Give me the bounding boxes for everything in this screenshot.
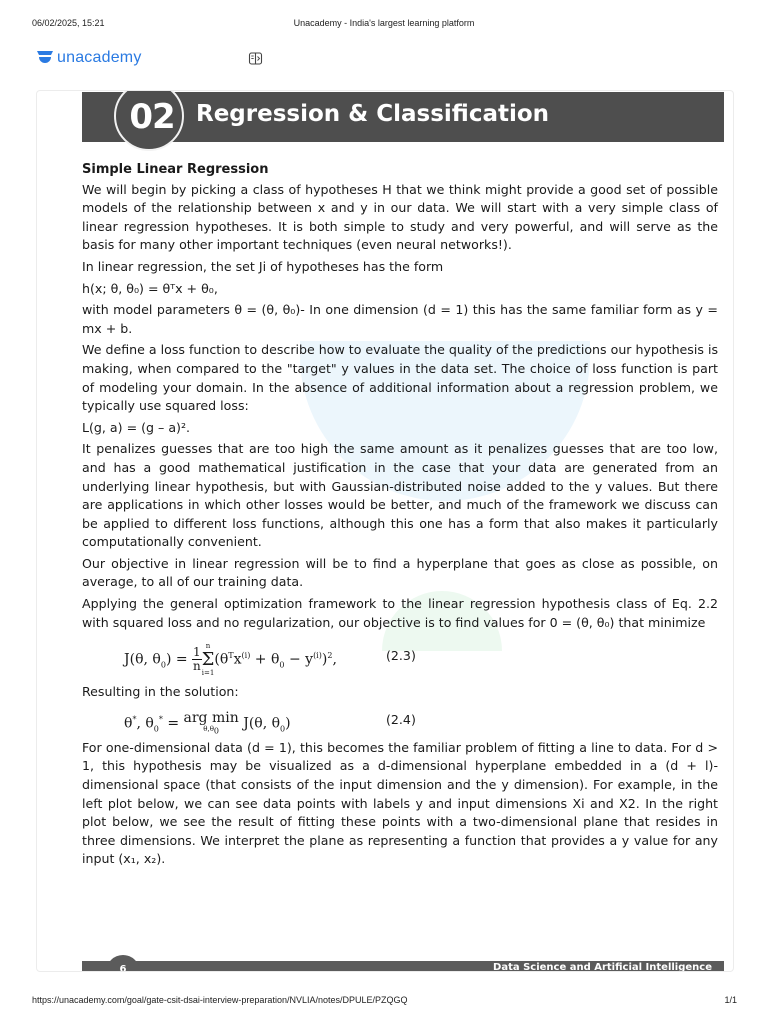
document-page — [82, 91, 724, 971]
equation-2-4 — [82, 705, 718, 739]
objective-formula: J(θ, $\theta_0$) = $\frac{1}{n}$ n Σ i=1 $(\theta^Tx^{(i)} + \theta_0 - y^{(i)})^2$, — [124, 642, 337, 678]
equation-2-3 — [82, 635, 718, 683]
solution-formula: θ*, $\theta_0^*$ = arg min $\theta,\theta_0$ J(θ, $\theta_0$) — [124, 709, 291, 736]
paragraph: Resulting in the solution: — [82, 684, 239, 700]
unacademy-logo-icon — [36, 50, 54, 66]
paragraph: with model parameters θ = (θ, θ₀)- In one dimension (d = 1) this has the same familiar form as y = mx + b. — [82, 302, 718, 336]
document-viewer[interactable] — [36, 90, 734, 972]
equation-number: (2.3) — [386, 648, 416, 664]
print-url: https://unacademy.com/goal/gate-csit-dsai-interview-preparation/NVLIA/notes/DPULE/PZQGQ — [32, 995, 408, 1005]
print-date: 06/02/2025, 15:21 — [32, 18, 105, 28]
page-content — [82, 161, 718, 872]
sidebar-toggle-icon — [248, 51, 263, 66]
print-footer — [0, 995, 768, 1007]
page-number: 6 — [119, 964, 127, 972]
chapter-number: 02 — [129, 97, 175, 137]
paragraph: For one-dimensional data (d = 1), this becomes the familiar problem of fitting a line to data. For d > 1, this hypothesis may be visualized as a d-dimensional hyperplane embedded in a (d + l)-dimensional space (that consists of the input dimension and the y dimension). For example, in the left plot below, we can see data points with labels y and input dimensions Xi and X2. In the right plot below, we see the result of fitting these points with a two-dimensional plane that resides in three dimensions. We interpret the plane as representing a function that provides a y value for any input (x₁, x₂). — [82, 739, 718, 867]
paragraph: Applying the general optimization framework to the linear regression hypothesis class of Eq. 2.2 with squared loss and no regularization, our objective is to find values for 0 = (θ, θ₀) that minimize — [82, 596, 718, 630]
formula-hypothesis: h(x; θ, θ₀) = θᵀx + θ₀, — [82, 280, 218, 296]
paragraph: Our objective in linear regression will be to find a hyperplane that goes as close as possible, on average, to all of our training data. — [82, 555, 718, 590]
paragraph: We define a loss function to describe how to evaluate the quality of the predictions our hypothesis is making, when compared to the "target" y values in the data set. The choice of loss function is part of modeling your domain. In the absence of additional information about a regression problem, we typically use squared loss: — [82, 342, 718, 414]
sidebar-toggle-button[interactable] — [248, 51, 263, 66]
print-page-count: 1/1 — [724, 995, 737, 1005]
print-page-title: Unacademy - India's largest learning platform — [293, 18, 475, 28]
equation-number: (2.4) — [386, 711, 416, 727]
paragraph: It penalizes guesses that are too high the same amount as it penalizes guesses that are too low, and has a good mathematical justification in the case that your data are generated from an underlying linear hypothesis, but with Gaussian-distributed noise added to the y values. But there are applications in which other losses would be better, and much of the framework we discuss can be applied to different loss functions, although this one has a form that also makes it particularly computationally convenient. — [82, 441, 718, 550]
brand-name: unacademy — [57, 49, 142, 66]
section-heading: Simple Linear Regression — [82, 162, 269, 177]
footer-brand-text: Data Science and Artificial Intelligence — [493, 962, 712, 972]
paragraph: In linear regression, the set Ji of hypotheses has the form — [82, 258, 444, 274]
paragraph: We will begin by picking a class of hypotheses H that we think might provide a good set of possible models of the relationship between x and y in our data. We will start with a very simple class of linear regression hypotheses. It is both simple to study and very powerful, and will serve as the basis for many other important techniques (even neural networks!). — [82, 181, 718, 253]
chapter-title: Regression & Classification — [196, 101, 550, 127]
brand-logo[interactable] — [36, 48, 142, 68]
formula-loss: L(g, a) = (g – a)². — [82, 419, 191, 435]
print-header — [0, 18, 768, 30]
